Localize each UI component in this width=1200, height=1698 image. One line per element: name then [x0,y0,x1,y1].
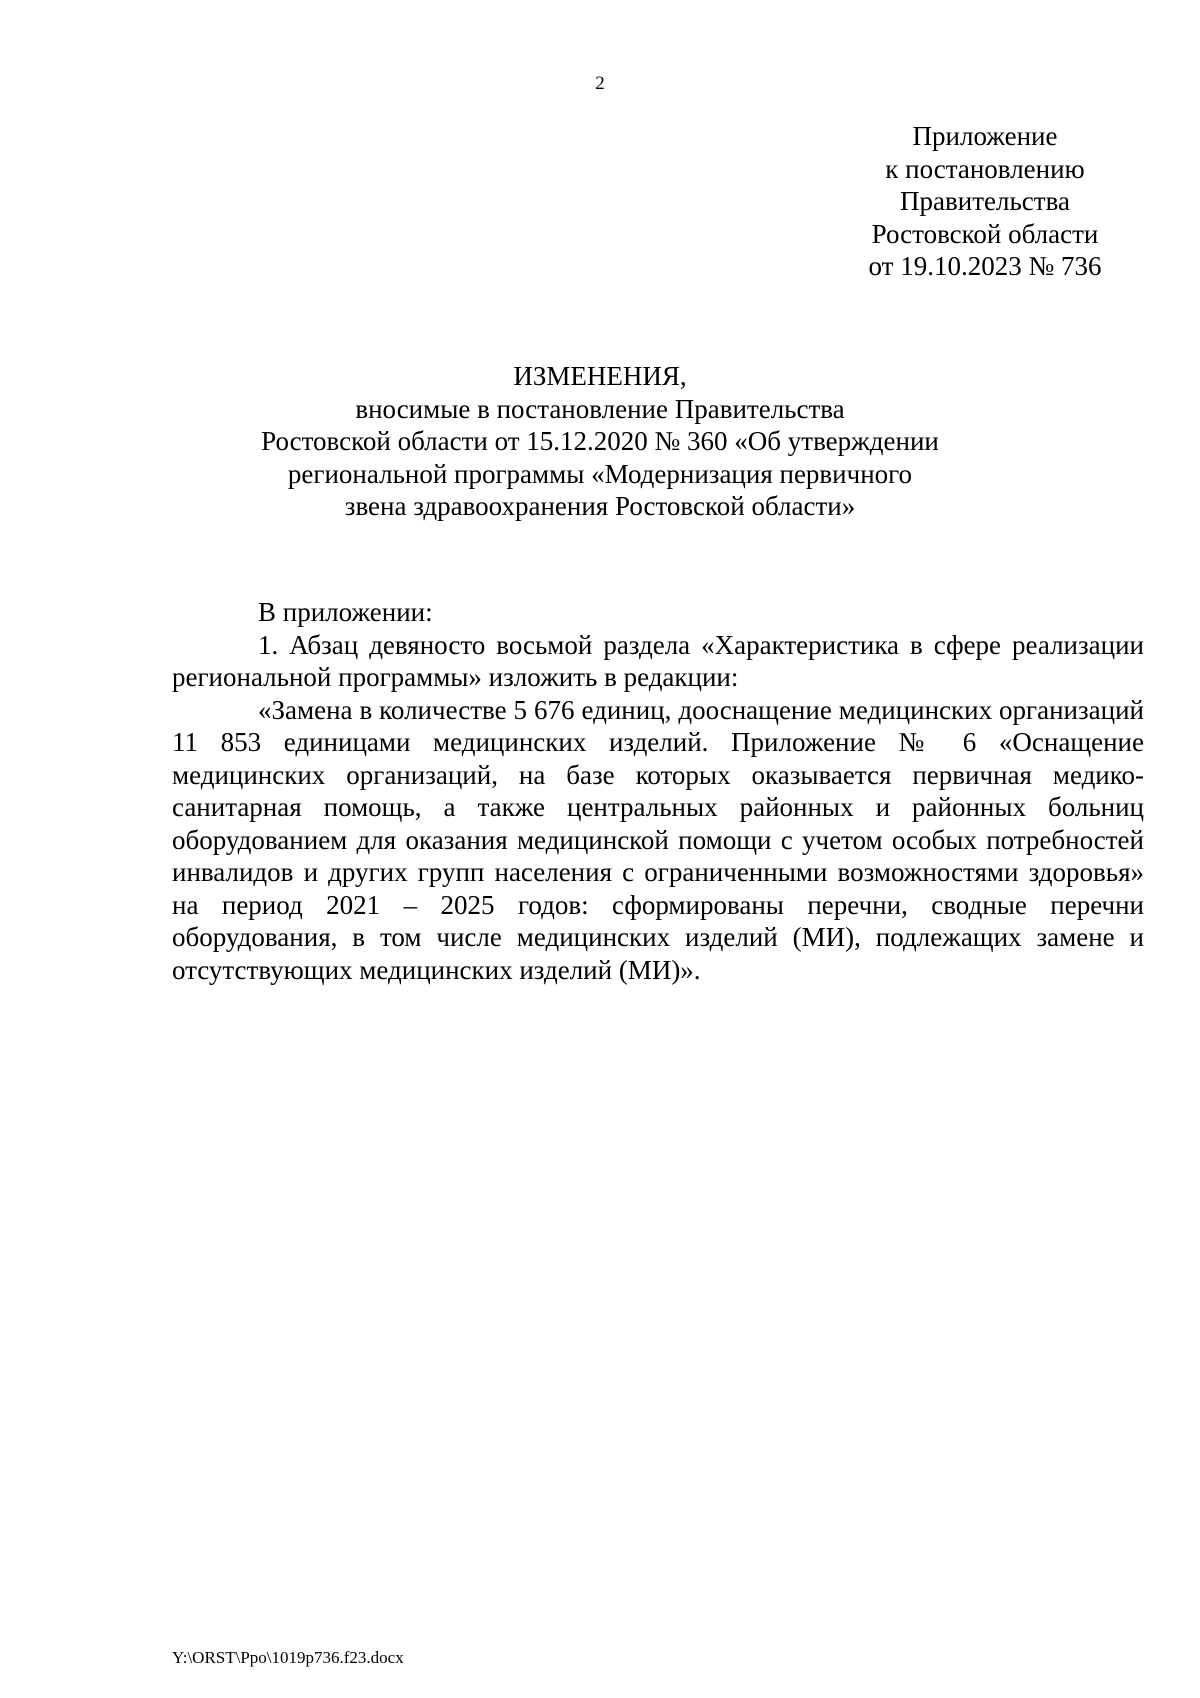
document-heading [200,360,1000,523]
heading-line: Ростовской области от 15.12.2020 № 360 «Об утверждении [261,426,939,456]
footer-file-path: Y:\ORST\Ppo\1019p736.f23.docx [172,1648,404,1667]
attachment-line: к постановлению [885,153,1085,184]
page-number: 2 [595,73,605,94]
body-item-1: 1. Абзац девяносто восьмой раздела «Характеристика в сфере реализации региональной программы» изложить в редакции: [172,629,1144,692]
attachment-line: Ростовской области [871,218,1099,249]
heading-line: региональной программы «Модернизация первичного [287,458,913,489]
attachment-date-line: от 19.10.2023 № 736 [868,251,1102,281]
attachment-line: Приложение [912,121,1058,151]
body-quote: «Замена в количестве 5 676 единиц, дооснащение медицинских организаций 11 853 единицами медицинских изделий. Приложение № 6 «Оснащение медицинских организаций, на базе которых оказывается первичная медико-санитарная помощь, а также центральных районных и районных больниц оборудованием для оказания медицинской помощи с учетом особых потребностей инвалидов и других групп населения с ограниченными возможностями здоровья» на период 2021 – 2025 годов: сформированы перечни, сводные перечни оборудования, в том числе медицинских изделий (МИ), подлежащих замене и отсутствующих медицинских изделий (МИ)». [172,694,1144,985]
attachment-block [820,120,1150,283]
document-body [172,596,1144,986]
heading-title: ИЗМЕНЕНИЯ, [513,361,687,391]
heading-line: вносимые в постановление Правительства [355,393,845,424]
attachment-line: Правительства [900,186,1070,216]
body-intro: В приложении: [258,597,433,627]
heading-line: звена здравоохранения Ростовской области» [344,491,856,521]
